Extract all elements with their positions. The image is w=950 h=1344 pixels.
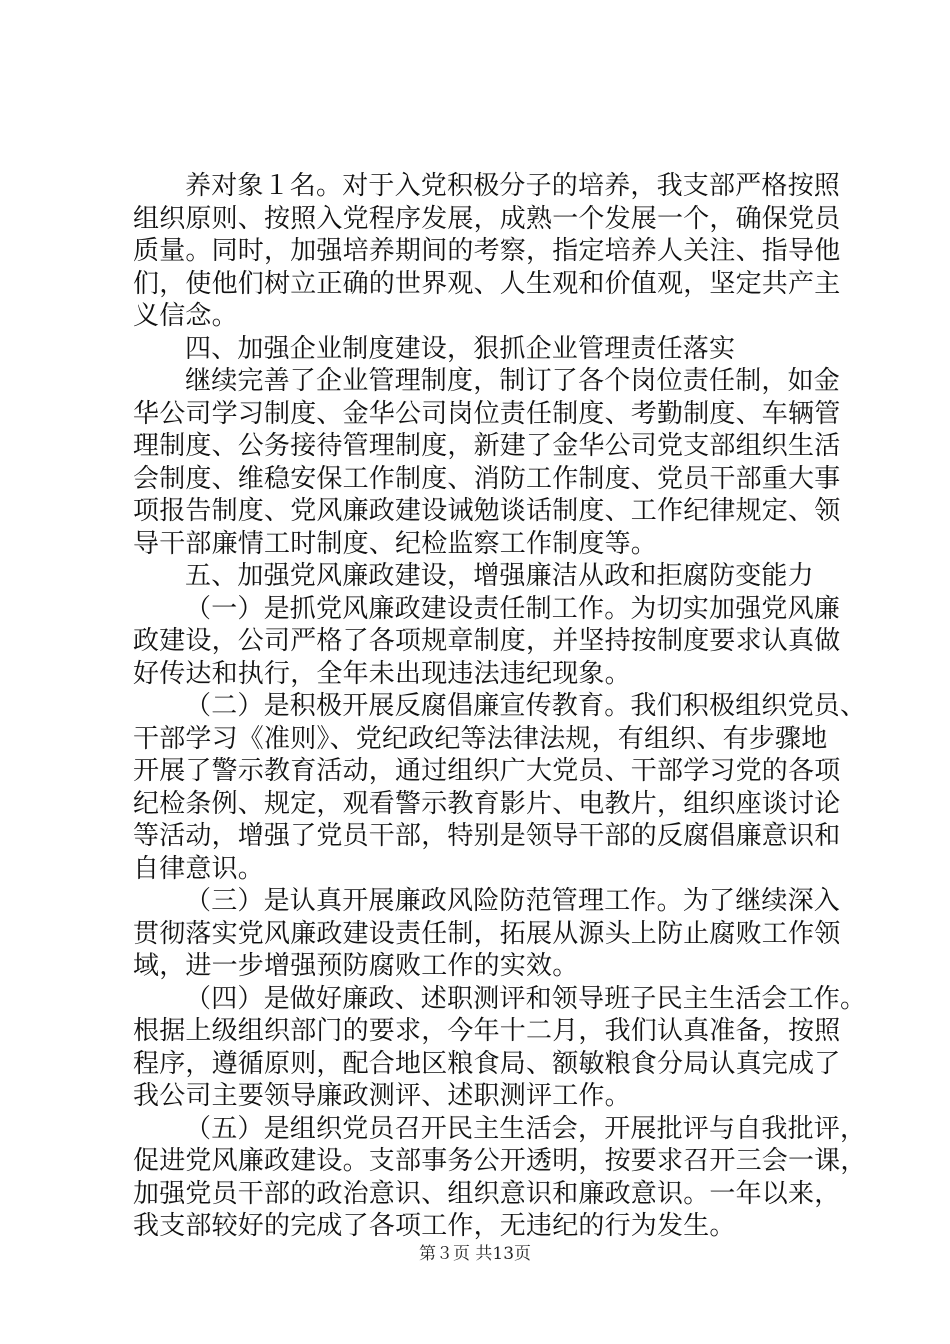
text-line: 开展了警示教育活动，通过组织广大党员、干部学习党的各项 — [133, 756, 841, 786]
text-line: 理制度、公务接待管理制度，新建了金华公司党支部组织生活 — [133, 431, 841, 461]
text-line: （二）是积极开展反腐倡廉宣传教育。我们积极组织党员、 — [185, 691, 867, 721]
text-line: 促进党风廉政建设。支部事务公开透明，按要求召开三会一课， — [133, 1146, 867, 1176]
text-line: 继续完善了企业管理制度，制订了各个岗位责任制，如金 — [185, 366, 841, 396]
text-line: 干部学习《准则》、党纪政纪等法律法规，有组织、有步骤地 — [133, 723, 828, 754]
text-line: 政建设，公司严格了各项规章制度，并坚持按制度要求认真做 — [133, 626, 841, 656]
heading-line: 五、加强党风廉政建设，增强廉洁从政和拒腐防变能力 — [185, 561, 814, 591]
text-line: 会制度、维稳安保工作制度、消防工作制度、党员干部重大事 — [133, 463, 841, 494]
text-line: 根据上级组织部门的要求，今年十二月，我们认真准备，按照 — [133, 1016, 841, 1046]
paragraph — [133, 1113, 867, 1243]
text-line: 程序，遵循原则，配合地区粮食局、额敏粮食分局认真完成了 — [133, 1048, 841, 1079]
text-line: 好传达和执行，全年未出现违法违纪现象。 — [133, 658, 631, 689]
text-line: 组织原则、按照入党程序发展，成熟一个发展一个，确保党员 — [133, 203, 841, 234]
text-line: 我公司主要领导廉政测评、述职测评工作。 — [133, 1081, 631, 1111]
paragraph — [133, 170, 841, 333]
text-line: 们，使他们树立正确的世界观、人生观和价值观，坚定共产主 — [133, 268, 841, 299]
text-line: 贯彻落实党风廉政建设责任制，拓展从源头上防止腐败工作领 — [133, 918, 841, 949]
text-line: 项报告制度、党风廉政建设诫勉谈话制度、工作纪律规定、领 — [133, 496, 841, 526]
text-line: 纪检条例、规定，观看警示教育影片、电教片，组织座谈讨论 — [133, 788, 841, 819]
text-line: 加强党员干部的政治意识、组织意识和廉政意识。一年以来， — [133, 1178, 841, 1209]
document-body — [133, 170, 867, 1243]
section-heading — [133, 333, 833, 366]
text-line: （一）是抓党风廉政建设责任制工作。为切实加强党风廉 — [185, 593, 841, 624]
text-line: 义信念。 — [133, 301, 238, 331]
paragraph — [133, 690, 867, 885]
paragraph — [133, 365, 841, 560]
paragraph — [133, 983, 867, 1113]
text-line: 等活动，增强了党员干部，特别是领导干部的反腐倡廉意识和 — [133, 821, 841, 851]
section-heading — [133, 560, 833, 593]
text-line: 导干部廉情工时制度、纪检监察工作制度等。 — [133, 528, 658, 559]
text-line: （五）是组织党员召开民主生活会，开展批评与自我批评， — [185, 1113, 867, 1144]
text-line: 域，进一步增强预防腐败工作的实效。 — [133, 951, 579, 981]
text-line: （四）是做好廉政、述职测评和领导班子民主生活会工作。 — [185, 983, 867, 1014]
paragraph — [133, 593, 841, 691]
text-line: 华公司学习制度、金华公司岗位责任制度、考勤制度、车辆管 — [133, 398, 841, 429]
text-line: （三）是认真开展廉政风险防范管理工作。为了继续深入 — [185, 886, 841, 916]
text-line: 质量。同时，加强培养期间的考察，指定培养人关注、指导他 — [133, 236, 841, 266]
text-line: 我支部较好的完成了各项工作，无违纪的行为发生。 — [133, 1211, 736, 1241]
page-number-footer: 第３页 共13页 — [418, 1244, 532, 1264]
text-line: 养对象１名。对于入党积极分子的培养，我支部严格按照 — [185, 171, 841, 201]
text-line: 自律意识。 — [133, 853, 265, 884]
paragraph — [133, 885, 841, 983]
heading-line: 四、加强企业制度建设，狠抓企业管理责任落实 — [185, 333, 736, 364]
